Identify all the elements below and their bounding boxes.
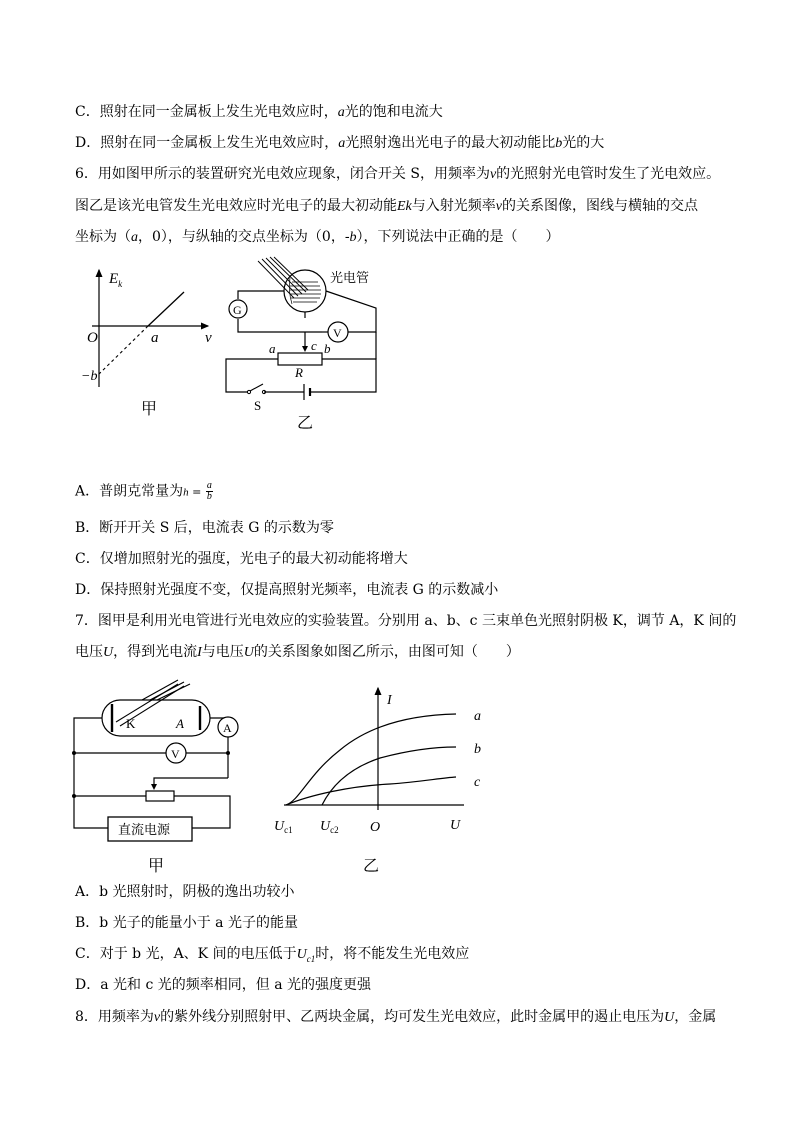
switch-label: S	[254, 398, 262, 413]
q6b-text: B．断开开关 S 后，电流表 G 的示数为零	[75, 520, 334, 536]
q5d-b: b	[555, 136, 563, 151]
junction-dot-3	[226, 751, 230, 755]
fig-iu-graph	[270, 680, 500, 880]
q6a-fraction	[206, 481, 213, 502]
q7-stem-line1	[75, 611, 736, 631]
q7-option-b	[75, 913, 298, 933]
q7-stem-line2	[75, 642, 520, 663]
curve-c	[286, 777, 456, 805]
junction-dot-1	[72, 751, 76, 755]
q6a-num: a	[206, 480, 212, 491]
fig-circuit-2	[66, 678, 246, 878]
q6-option-b	[75, 518, 334, 538]
q5c-text: C．照射在同一金属板上发生光电效应时，	[75, 104, 338, 120]
q7-l2c: 与电压	[201, 644, 244, 660]
q6-l2c: 的关系图像，图线与横轴的交点	[501, 198, 698, 214]
q6-l3-a: a	[131, 230, 138, 245]
fig-ek-graph	[78, 262, 223, 422]
q7c-tail: 时，将不能发生光电效应	[315, 946, 470, 962]
ek-line-dashed	[99, 326, 148, 374]
q6-l3c: ），下列说法中正确的是（ ）	[356, 229, 560, 245]
ek-line-solid	[148, 292, 184, 326]
fig4-caption: 乙	[363, 856, 380, 875]
q6a-h: h	[183, 486, 189, 499]
q6a-pre: A．普朗克常量为	[75, 483, 184, 500]
q7-option-c	[75, 944, 469, 969]
q8-u: U	[664, 1010, 675, 1025]
anode-label: A	[176, 716, 184, 731]
q6-l3-b: b	[349, 230, 357, 245]
q7-l2-i: I	[197, 645, 202, 660]
uc1-label: $U_{c1}$	[274, 819, 293, 835]
q6-l2b: 与入射光频率	[411, 198, 496, 214]
q7-l1: 7．图甲是利用光电管进行光电效应的实验装置。分别用 a、b、c 三束单色光照射阴极 K，调节 A，K 间的	[75, 613, 737, 629]
q6-l1b: 的光照射光电管时发生了光电效应。	[496, 166, 721, 182]
q5d-text: D．照射在同一金属板上发生光电效应时，	[75, 135, 339, 151]
q7-option-d	[75, 975, 371, 995]
curve-a-label: a	[474, 709, 481, 724]
q5-option-d	[75, 133, 604, 154]
q5d-mid: 光照射逸出光电子的最大初动能比	[345, 135, 556, 151]
rheostat-c: c	[311, 338, 317, 353]
q6-l2-nu: ν	[495, 199, 502, 214]
q6a-den: b	[206, 491, 212, 502]
fig-circuit-1	[222, 256, 392, 436]
q6-stem-line2	[75, 196, 698, 217]
rheostat-r: R	[295, 365, 303, 380]
rheostat2-icon	[146, 791, 174, 801]
q7-l2-u: U	[103, 645, 114, 660]
q7c-sub: c1	[306, 953, 316, 964]
q8-stem-line1	[75, 1007, 716, 1028]
q7c-pre: C．对于 b 光，A、K 间的电压低于	[75, 946, 297, 962]
voltmeter-label: V	[333, 326, 342, 340]
rheostat-b: b	[324, 341, 331, 356]
q7-l2a: 电压	[75, 644, 103, 660]
q5c-a: a	[337, 105, 345, 120]
q7-l2-u2: U	[243, 645, 254, 660]
q6-l2-ek: Ek	[397, 199, 412, 214]
phototube-glass	[102, 700, 210, 736]
q6c-text: C．仅增加照射光的强度，光电子的最大初动能将增大	[75, 551, 408, 567]
light-rays	[258, 257, 308, 298]
q7b-text: B．b 光子的能量小于 a 光子的能量	[75, 915, 298, 931]
slider2-arrow-icon	[151, 784, 157, 790]
q6-l3b: ，0），与纵轴的交点坐标为（0，-	[138, 229, 350, 245]
q6-option-d	[75, 580, 498, 600]
q8-nu: ν	[153, 1010, 161, 1025]
q7c-u: U	[296, 947, 307, 962]
q7d-text: D．a 光和 c 光的频率相同，但 a 光的强度更强	[75, 977, 372, 993]
uc2-label: $U_{c2}$	[320, 819, 339, 835]
origin-label: O	[87, 330, 98, 346]
fig1-caption: 甲	[141, 399, 158, 418]
fig2-caption: 乙	[297, 413, 314, 432]
neg-b-label: −b	[81, 369, 98, 384]
q6-l1a: 6．用如图甲所示的装置研究光电效应现象，闭合开关 S，用频率为	[75, 166, 490, 182]
q5d-a: a	[338, 136, 346, 151]
q8-b: 的紫外线分别照射甲、乙两块金属，均可发生光电效应，此时金属甲的遏止电压为	[160, 1009, 665, 1025]
q7-l2b: ，得到光电流	[113, 644, 198, 660]
origin2-label: O	[370, 820, 381, 835]
rheostat-a: a	[269, 341, 276, 356]
circuit2-wires	[74, 717, 230, 828]
rheostat-icon	[278, 353, 322, 365]
v-label: v	[205, 330, 212, 346]
q6-stem-line1	[75, 164, 720, 185]
slider-arrow-icon	[302, 346, 308, 352]
switch-lever	[250, 384, 263, 391]
q6a-eq: =	[188, 485, 205, 499]
cathode-label: K	[126, 716, 136, 731]
q5d-tail: 光的大	[562, 135, 605, 151]
q6-l2a: 图乙是该光电管发生光电效应时光电子的最大初动能	[75, 198, 397, 214]
q8-a: 8．用频率为	[75, 1009, 154, 1025]
phototube-label: 光电管	[330, 271, 370, 286]
ek-label: $E_k$	[109, 271, 123, 289]
q6-option-c	[75, 549, 408, 569]
q6-l1-nu: ν	[489, 167, 497, 182]
q7a-text: A．b 光照射时，阴极的逸出功较小	[75, 884, 295, 900]
i-label: I	[387, 693, 392, 708]
galvanometer-label: G	[233, 303, 242, 317]
curve-c-label: c	[474, 775, 481, 790]
curve-b-label: b	[474, 742, 481, 757]
curve-b	[322, 747, 456, 805]
q6-l3a: 坐标为（	[75, 229, 131, 245]
q5c-tail: 光的饱和电流大	[344, 104, 443, 120]
q7-option-a	[75, 882, 295, 902]
fig3-caption: 甲	[148, 856, 165, 875]
dc-power-label: 直流电源	[118, 823, 171, 838]
voltmeter2-label: V	[171, 747, 180, 761]
q6d-text: D．保持照射光强度不变，仅提高照射光频率，电流表 G 的示数减小	[75, 582, 499, 598]
ammeter-label: A	[223, 721, 232, 735]
q8-c: ，金属	[674, 1009, 717, 1025]
junction-dot-2	[72, 794, 76, 798]
q7-l2d: 的关系图象如图乙所示，由图可知（ ）	[253, 644, 520, 660]
q5-option-c	[75, 102, 443, 123]
q6-option-a	[75, 481, 213, 503]
u-label: U	[450, 818, 461, 833]
a-label: a	[151, 330, 159, 346]
curve-a	[286, 714, 456, 805]
q6-stem-line3	[75, 227, 560, 248]
